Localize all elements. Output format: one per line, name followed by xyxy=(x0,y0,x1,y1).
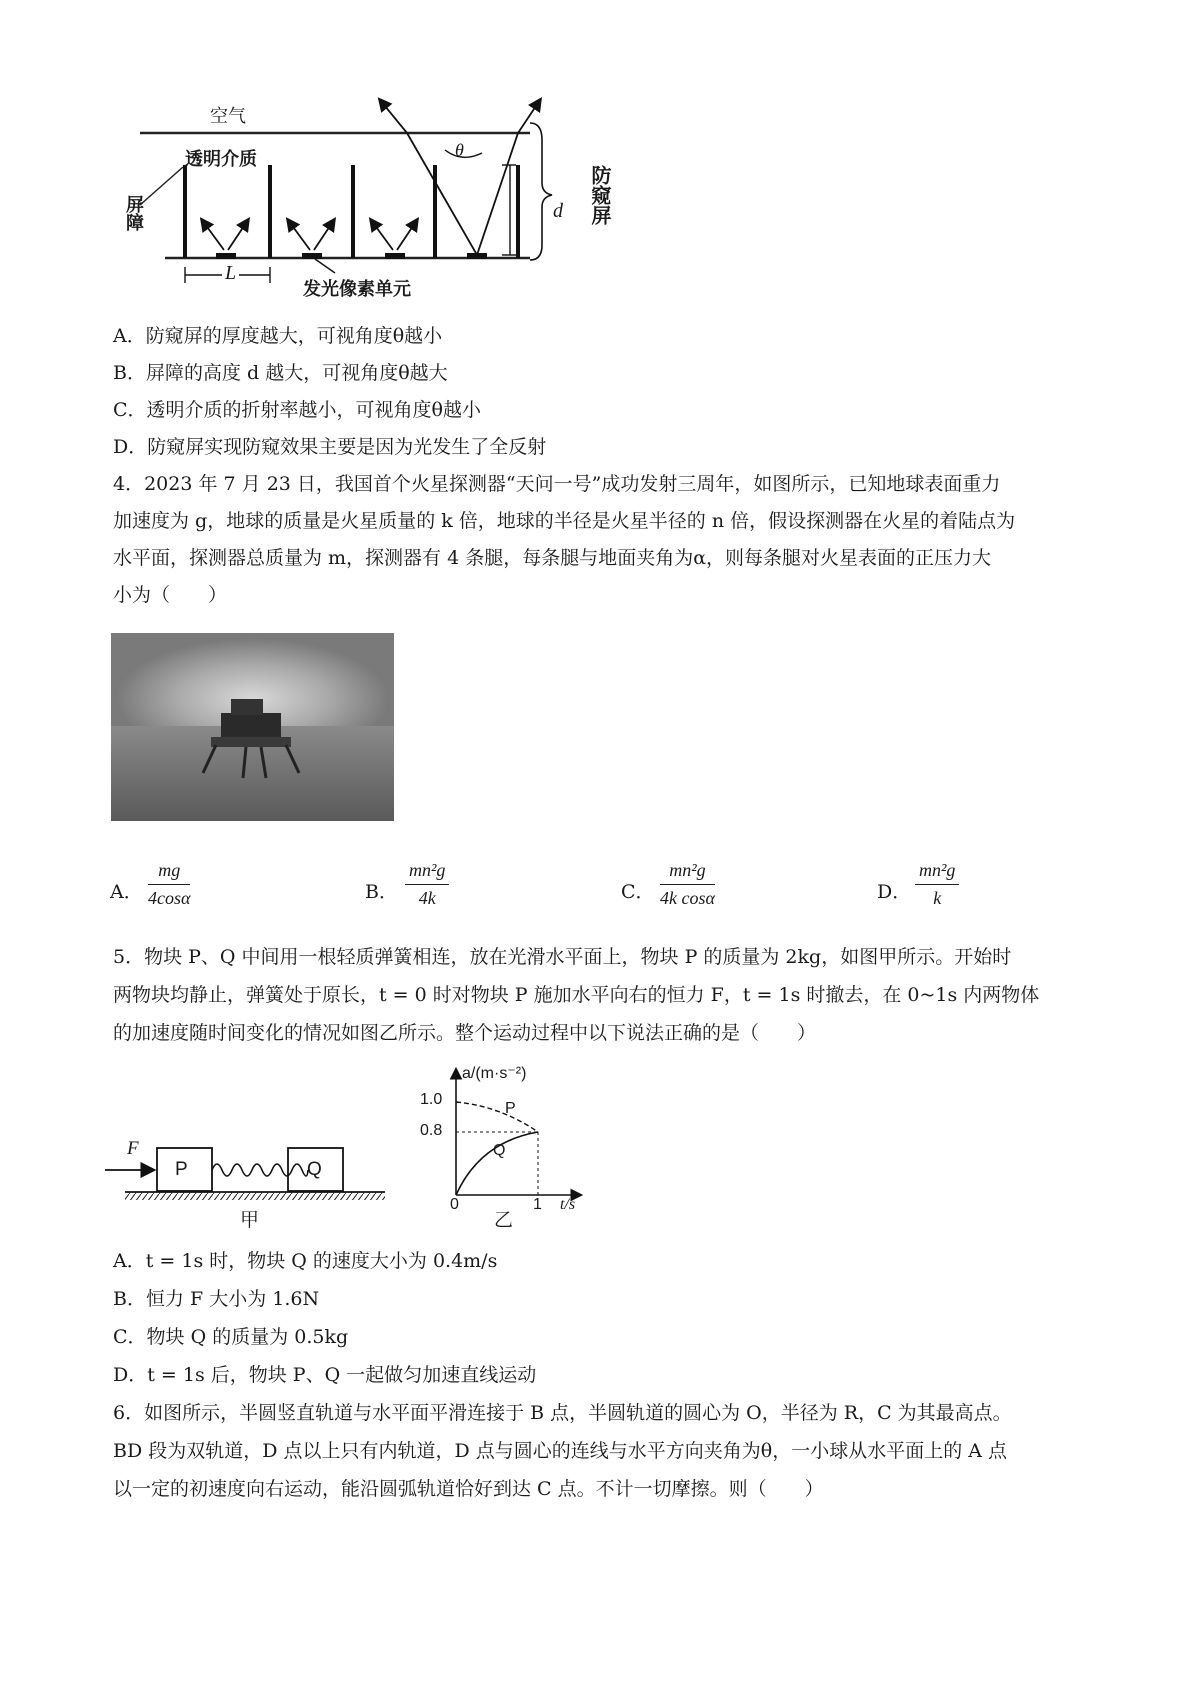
q5-line-3: 的加速度随时间变化的情况如图乙所示。整个运动过程中以下说法正确的是（ ） xyxy=(113,1022,817,1044)
label-L: L xyxy=(222,262,239,285)
mars-lander-photo xyxy=(111,633,394,821)
q5-option-d: D．t = 1s 后，物块 P、Q 一起做匀加速直线运动 xyxy=(113,1364,537,1386)
graph-curve-P-label: P xyxy=(505,1100,516,1117)
q4-line-2: 加速度为 g，地球的质量是火星质量的 k 倍，地球的半径是火星半径的 n 倍，假设探测器在火星的着陆点为 xyxy=(113,510,1016,532)
q4-line-4: 小为（ ） xyxy=(113,584,228,606)
q4-line-1: 4．2023 年 7 月 23 日，我国首个火星探测器“天问一号”成功发射三周年，如图所示，已知地球表面重力 xyxy=(113,473,1001,495)
graph-ytick-1: 1.0 xyxy=(420,1091,443,1108)
graph-xlabel: t/s xyxy=(560,1196,576,1213)
q5-line-2: 两物块均静止，弹簧处于原长，t = 0 时对物块 P 施加水平向右的恒力 F，t = 1s 时撤去，在 0~1s 内两物体 xyxy=(113,984,1040,1006)
label-medium: 透明介质 xyxy=(185,149,257,170)
label-pixel-unit: 发光像素单元 xyxy=(303,279,411,300)
q5-option-b: B．恒力 F 大小为 1.6N xyxy=(113,1288,320,1310)
graph-curve-Q-label: Q xyxy=(493,1142,506,1159)
label-privacy-screen: 防窥屏 xyxy=(588,165,612,225)
q4-option-d-label: D． xyxy=(877,881,912,903)
label-theta: θ xyxy=(455,140,464,160)
q4-option-b-label: B． xyxy=(365,881,398,903)
fig-jia-caption: 甲 xyxy=(240,1209,260,1231)
label-air: 空气 xyxy=(210,106,246,127)
q6-line-3: 以一定的初速度向右运动，能沿圆弧轨道恰好到达 C 点。不计一切摩擦。则（ ） xyxy=(113,1478,824,1500)
q5-line-1: 5．物块 P、Q 中间用一根轻质弹簧相连，放在光滑水平面上，物块 P 的质量为 2kg，如图甲所示。开始时 xyxy=(113,946,1012,968)
q4-option-d-fraction: $\frac{\text{mn²g}}{k}$ xyxy=(915,860,959,909)
q4-option-c-label: C． xyxy=(621,881,655,903)
block-Q-label: Q xyxy=(307,1159,322,1180)
q3-option-a: A．防窥屏的厚度越大，可视角度θ越小 xyxy=(113,325,443,347)
fig-yi-caption: 乙 xyxy=(494,1209,514,1231)
q6-line-1: 6．如图所示，半圆竖直轨道与水平面平滑连接于 B 点，半圆轨道的圆心为 O，半径为 R，C 为其最高点。 xyxy=(113,1402,1012,1424)
q3-option-d: D．防窥屏实现防窥效果主要是因为光发生了全反射 xyxy=(113,436,547,458)
q3-option-b: B．屏障的高度 d 越大，可视角度θ越大 xyxy=(113,362,448,384)
graph-ytick-2: 0.8 xyxy=(420,1122,443,1139)
label-barrier: 屏障 xyxy=(123,195,144,231)
block-P-label: P xyxy=(175,1159,188,1180)
label-force-F: F xyxy=(127,1138,139,1159)
q4-option-b-fraction: $\frac{\text{mn²g}}{4k}$ xyxy=(405,860,449,909)
q5-option-a: A．t = 1s 时，物块 Q 的速度大小为 0.4m/s xyxy=(113,1250,498,1272)
q6-line-2: BD 段为双轨道，D 点以上只有内轨道，D 点与圆心的连线与水平方向夹角为θ，一小球从水平面上的 A 点 xyxy=(113,1440,1008,1462)
q4-line-3: 水平面，探测器总质量为 m，探测器有 4 条腿，每条腿与地面夹角为α，则每条腿对火星表面的正压力大 xyxy=(113,547,992,569)
privacy-screen-diagram xyxy=(110,95,630,305)
graph-xtick-0: 0 xyxy=(450,1196,459,1213)
graph-ylabel: a/(m·s⁻²) xyxy=(462,1065,527,1082)
label-d: d xyxy=(553,200,563,222)
q4-option-c-fraction: $\frac{\text{mn²g}}{\text{4k cosα}}$ xyxy=(660,860,715,908)
q4-option-a-fraction: $\frac{mg}{4\cos\alpha}$ xyxy=(148,860,191,908)
q4-option-a-label: A． xyxy=(110,881,143,903)
q5-option-c: C．物块 Q 的质量为 0.5kg xyxy=(113,1326,349,1348)
q3-option-c: C．透明介质的折射率越小，可视角度θ越小 xyxy=(113,399,481,421)
graph-xtick-1: 1 xyxy=(533,1196,542,1213)
